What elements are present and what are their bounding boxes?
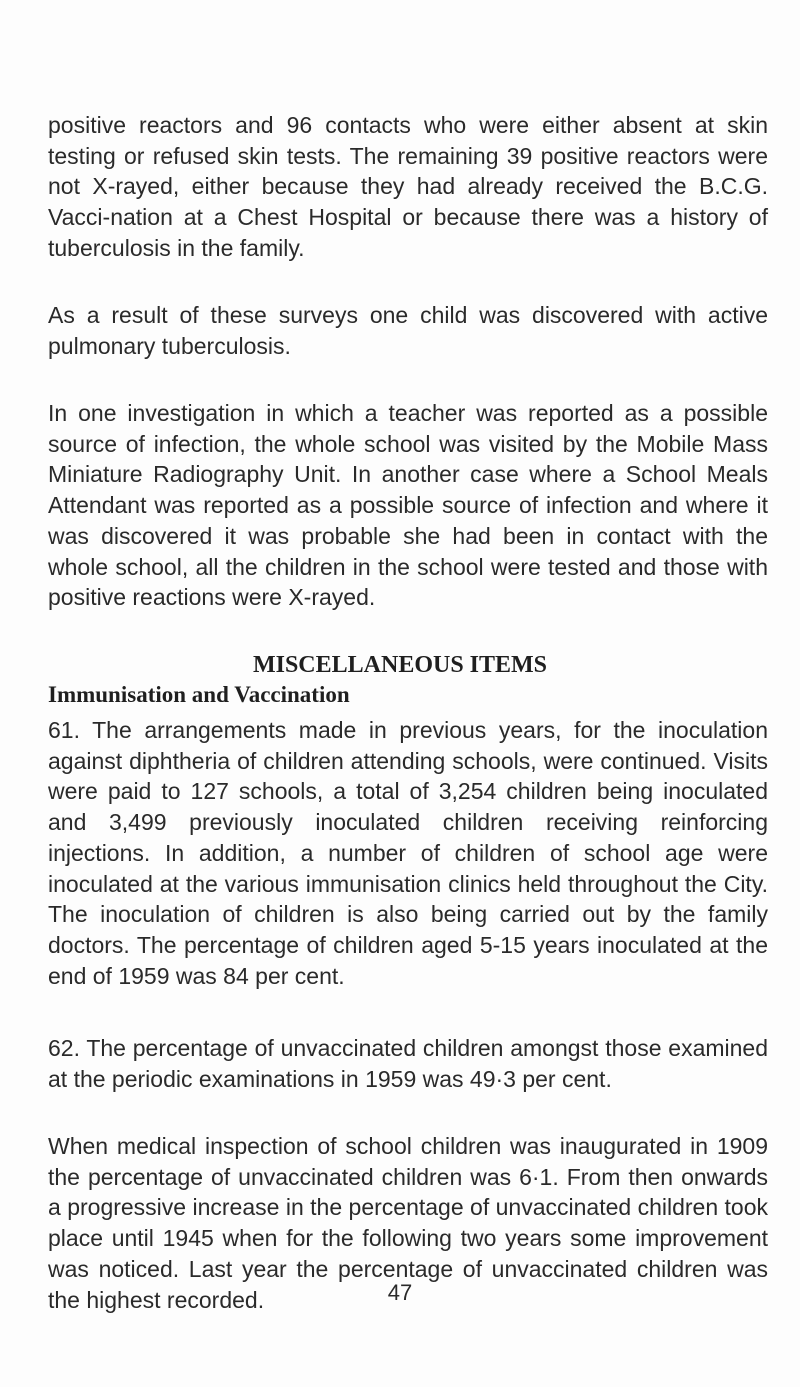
subheading-immunisation: Immunisation and Vaccination xyxy=(48,682,350,707)
paragraph-survey-result: As a result of these surveys one child was discovered with active pulmonary tuberculosis. xyxy=(48,302,768,359)
paragraph-61: 61. The arrangements made in previous years, for the inoculation against diphtheria of children attending schools, were continued. Visits were paid to 127 schools, a total of 3,254 children being inoculated and 3,499 previously inoculated children receiving reinforcing injections. In addition, a number of children of school age were inoculated at the various immunisation clinics held throughout the City. The inoculation of children is also being carried out by the family doctors. The percentage of children aged 5-15 years inoculated at the end of 1959 was 84 per cent. xyxy=(48,717,768,989)
paragraph-investigation: In one investigation in which a teacher was reported as a possible source of infection, the whole school was visited by the Mobile Mass Miniature Radiography Unit. In another case where a School Meals Attendant was reported as a possible source of infection and where it was discovered it was probable she had been in contact with the whole school, all the children in the school were tested and those with positive reactions were X-rayed. xyxy=(48,400,768,611)
section-heading: MISCELLANEOUS ITEMS xyxy=(252,652,548,678)
page-number: 47 xyxy=(387,1280,413,1305)
paragraph-62: 62. The percentage of unvaccinated children amongst those examined at the periodic examinations in 1959 was 49·3 per cent. xyxy=(48,1035,768,1092)
paragraph-positive-reactors: positive reactors and 96 contacts who were either absent at skin testing or refused skin tests. The remaining 39 positive reactors were not X-rayed, either because they had already received the B.C.G. Vacci-nation at a Chest Hospital or because there was a history of tuberculosis in the family. xyxy=(48,112,768,261)
paragraph-medical-inspection: When medical inspection of school children was inaugurated in 1909 the percentage of unvaccinated children was 6·1. From then onwards a progressive increase in the percentage of unvaccinated children took place until 1945 when for the following two years some improvement was noticed. Last year the percentage of unvaccinated children was the highest recorded. xyxy=(48,1133,768,1313)
